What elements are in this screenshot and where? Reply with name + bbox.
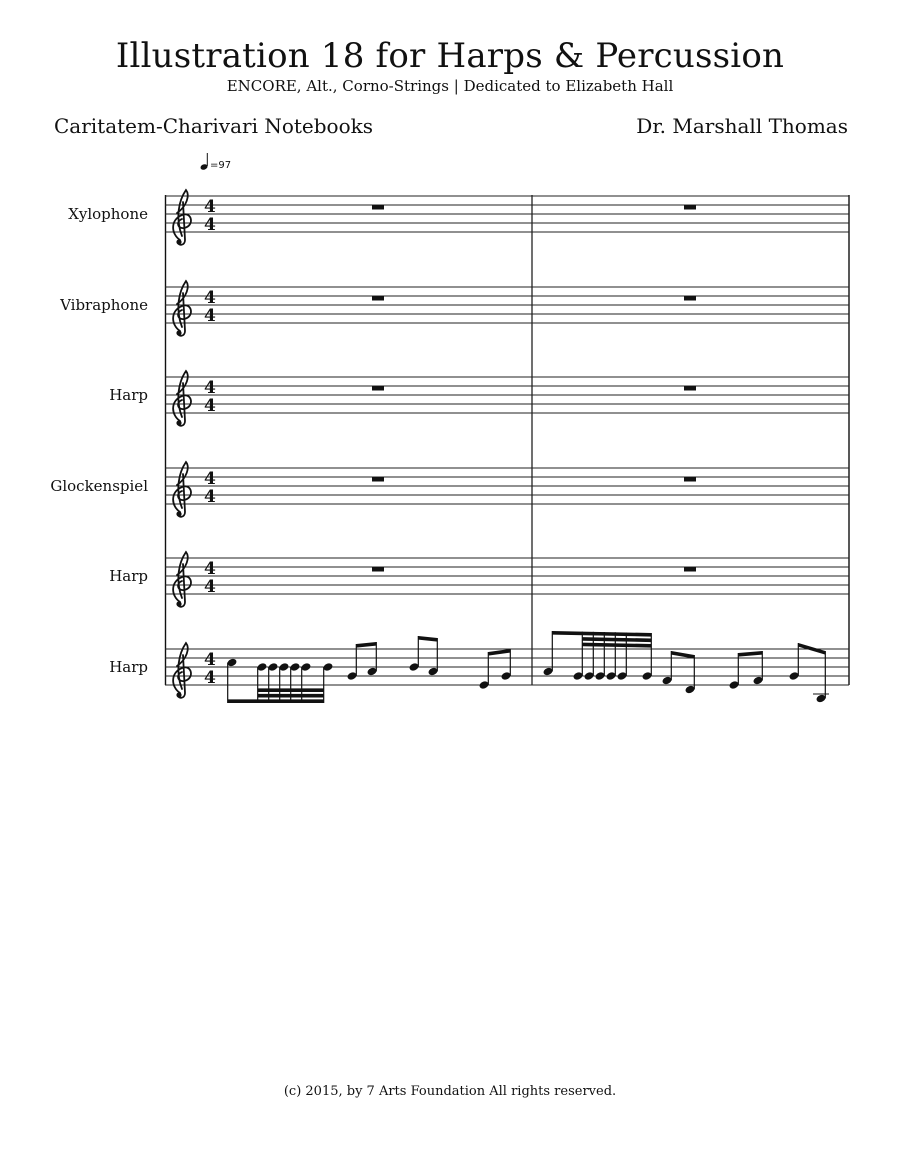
tempo-text: =97 — [210, 160, 232, 171]
whole-rest-icon — [684, 477, 696, 482]
staff-4 — [50, 462, 849, 517]
time-sig-denominator: 4 — [204, 487, 216, 507]
beam — [738, 651, 762, 657]
time-sig-denominator: 4 — [204, 396, 216, 416]
time-sig-denominator: 4 — [204, 306, 216, 326]
whole-rest-icon — [372, 477, 384, 482]
time-sig-denominator: 4 — [204, 215, 216, 235]
beam — [356, 642, 376, 648]
treble-clef-icon — [173, 552, 191, 607]
beam — [582, 637, 651, 642]
tempo-marking — [200, 153, 231, 171]
instrument-label: Harp — [109, 386, 148, 404]
beam — [418, 636, 437, 642]
beam — [582, 643, 651, 648]
score-subtitle: ENCORE, Alt., Corno-Strings | Dedicated to Elizabeth Hall — [226, 77, 674, 95]
instrument-label: Harp — [109, 658, 148, 676]
beam — [552, 631, 651, 637]
time-sig-numerator: 4 — [204, 378, 216, 398]
staff-5 — [109, 552, 849, 607]
whole-rest-icon — [372, 296, 384, 301]
whole-rest-icon — [684, 205, 696, 210]
staff-3 — [109, 371, 849, 426]
treble-clef-icon — [173, 643, 191, 698]
time-sig-numerator: 4 — [204, 197, 216, 217]
instrument-label: Xylophone — [68, 205, 148, 223]
whole-rest-icon — [684, 296, 696, 301]
staves — [50, 190, 849, 698]
staff-2 — [59, 281, 849, 336]
collection-name: Caritatem-Charivari Notebooks — [54, 114, 374, 138]
time-sig-denominator: 4 — [204, 577, 216, 597]
instrument-label: Glockenspiel — [50, 477, 148, 495]
score-title: Illustration 18 for Harps & Percussion — [115, 36, 785, 76]
beam — [228, 699, 324, 703]
whole-rest-icon — [372, 386, 384, 391]
whole-rest-icon — [684, 386, 696, 391]
whole-rest-icon — [684, 567, 696, 572]
staff-1 — [68, 190, 849, 245]
instrument-label: Vibraphone — [60, 296, 148, 314]
whole-rest-icon — [372, 567, 384, 572]
treble-clef-icon — [173, 190, 191, 245]
copyright-notice: (c) 2015, by 7 Arts Foundation All rights reserved. — [283, 1084, 617, 1099]
time-sig-numerator: 4 — [204, 469, 216, 489]
treble-clef-icon — [173, 371, 191, 426]
time-sig-numerator: 4 — [204, 559, 216, 579]
instrument-label: Harp — [109, 567, 148, 585]
beam — [488, 649, 510, 656]
treble-clef-icon — [173, 281, 191, 336]
beam — [671, 651, 694, 659]
beam — [258, 694, 324, 698]
composer-name: Dr. Marshall Thomas — [636, 114, 848, 138]
time-sig-denominator: 4 — [204, 668, 216, 688]
treble-clef-icon — [173, 462, 191, 517]
time-sig-numerator: 4 — [204, 650, 216, 670]
whole-rest-icon — [372, 205, 384, 210]
beam — [258, 688, 324, 692]
time-sig-numerator: 4 — [204, 288, 216, 308]
